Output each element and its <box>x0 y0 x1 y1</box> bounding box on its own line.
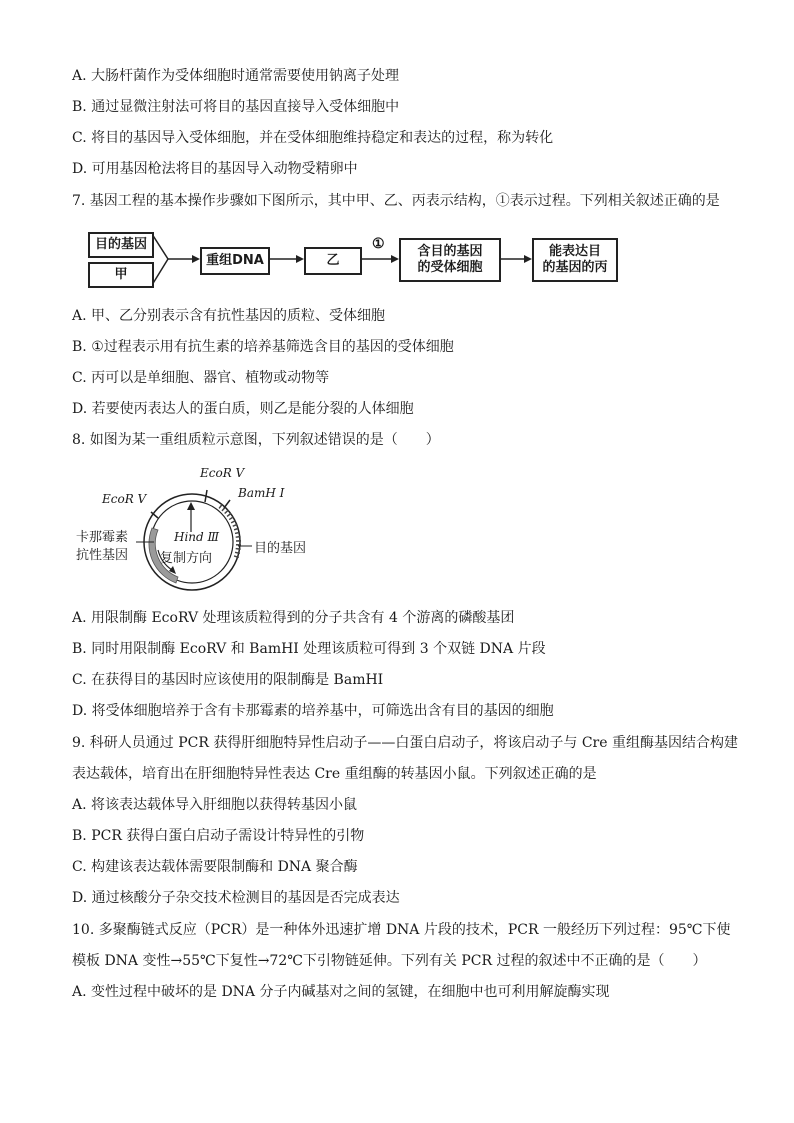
q8-option-d: D. 将受体细胞培养于含有卡那霉素的培养基中，可筛选出含有目的基因的细胞 <box>72 703 554 719</box>
bamhi-marker <box>224 500 230 508</box>
flow-box-receiver-cell <box>399 238 501 282</box>
q7-option-a: A. 甲、乙分别表示含有抗性基因的质粒、受体细胞 <box>72 308 386 324</box>
q8-option-c: C. 在获得目的基因时应该使用的限制酶是 BamHI <box>72 672 384 688</box>
flow-box-yi: 乙 <box>304 247 362 275</box>
q6-option-a: A. 大肠杆菌作为受体细胞时通常需要使用钠离子处理 <box>72 68 400 84</box>
q7-option-b: B. ①过程表示用有抗生素的培养基筛选含目的基因的受体细胞 <box>72 339 454 355</box>
receiver-cell-line-1: 含目的基因 <box>417 244 483 259</box>
q8-option-b: B. 同时用限制酶 EcoRV 和 BamHI 处理该质粒可得到 3 个双链 DNA 片段 <box>72 641 546 657</box>
label-ecorv-left: EcoR Ⅴ <box>102 492 147 506</box>
q8-plasmid-diagram <box>72 462 332 602</box>
q8-option-a: A. 用限制酶 EcoRV 处理该质粒得到的分子共含有 4 个游离的磷酸基团 <box>72 610 515 626</box>
q10-option-a: A. 变性过程中破坏的是 DNA 分子内碱基对之间的氢键，在细胞中也可利用解旋酶实现 <box>72 984 610 1000</box>
q9-option-d: D. 通过核酸分子杂交技术检测目的基因是否完成表达 <box>72 890 400 906</box>
target-gene-segment <box>220 506 239 558</box>
q8-stem: 8. 如图为某一重组质粒示意图，下列叙述错误的是（ ） <box>72 432 440 448</box>
label-target-gene: 目的基因 <box>254 541 307 556</box>
label-kanamycin-line-1: 卡那霉素 <box>76 530 129 545</box>
q9-stem-line-2: 表达载体，培育出在肝细胞特异性表达 Cre 重组酶的转基因小鼠。下列叙述正确的是 <box>72 766 597 782</box>
q7-flow-diagram <box>88 230 628 290</box>
bing-line-1: 能表达目 <box>548 244 601 259</box>
label-hindiii: Hind Ⅲ <box>174 530 220 544</box>
q6-option-b: B. 通过显微注射法可将目的基因直接导入受体细胞中 <box>72 99 400 115</box>
label-bamhi: BamH Ⅰ <box>238 486 285 500</box>
label-replication-direction: 复制方向 <box>160 551 213 566</box>
q7-stem: 7. 基因工程的基本操作步骤如下图所示，其中甲、乙、丙表示结构，①表示过程。下列相关叙述正确的是 <box>72 193 720 209</box>
flow-box-bing <box>532 238 618 282</box>
flow-box-recombinant-dna: 重组DNA <box>200 247 270 275</box>
label-ecorv-top: EcoR Ⅴ <box>200 466 245 480</box>
q10-stem-line-2: 模板 DNA 变性→55℃下复性→72℃下引物链延伸。下列有关 PCR 过程的叙述中不正确的是（ ） <box>72 953 707 969</box>
q7-option-d: D. 若要使丙表达人的蛋白质，则乙是能分裂的人体细胞 <box>72 401 414 417</box>
q9-stem-line-1: 9. 科研人员通过 PCR 获得肝细胞特异性启动子——白蛋白启动子，将该启动子与 Cre 重组酶基因结合构建 <box>72 735 738 751</box>
flow-box-target-gene: 目的基因 <box>88 232 154 258</box>
q6-option-d: D. 可用基因枪法将目的基因导入动物受精卵中 <box>72 161 358 177</box>
ecorv-top-marker <box>205 490 207 502</box>
q6-option-c: C. 将目的基因导入受体细胞，并在受体细胞维持稳定和表达的过程，称为转化 <box>72 130 554 146</box>
flow-box-jia: 甲 <box>88 262 154 288</box>
bing-line-2: 的基因的丙 <box>542 260 608 275</box>
label-kanamycin-line-2: 抗性基因 <box>76 548 129 563</box>
q10-stem-line-1: 10. 多聚酶链式反应（PCR）是一种体外迅速扩增 DNA 片段的技术，PCR 一般经历下列过程：95℃下使 <box>72 922 731 938</box>
q9-option-c: C. 构建该表达载体需要限制酶和 DNA 聚合酶 <box>72 859 358 875</box>
q9-option-b: B. PCR 获得白蛋白启动子需设计特异性的引物 <box>72 828 365 844</box>
receiver-cell-line-2: 的受体细胞 <box>417 260 483 275</box>
q7-option-c: C. 丙可以是单细胞、器官、植物或动物等 <box>72 370 330 386</box>
flow-step-1-label: ① <box>372 236 385 252</box>
q9-option-a: A. 将该表达载体导入肝细胞以获得转基因小鼠 <box>72 797 358 813</box>
